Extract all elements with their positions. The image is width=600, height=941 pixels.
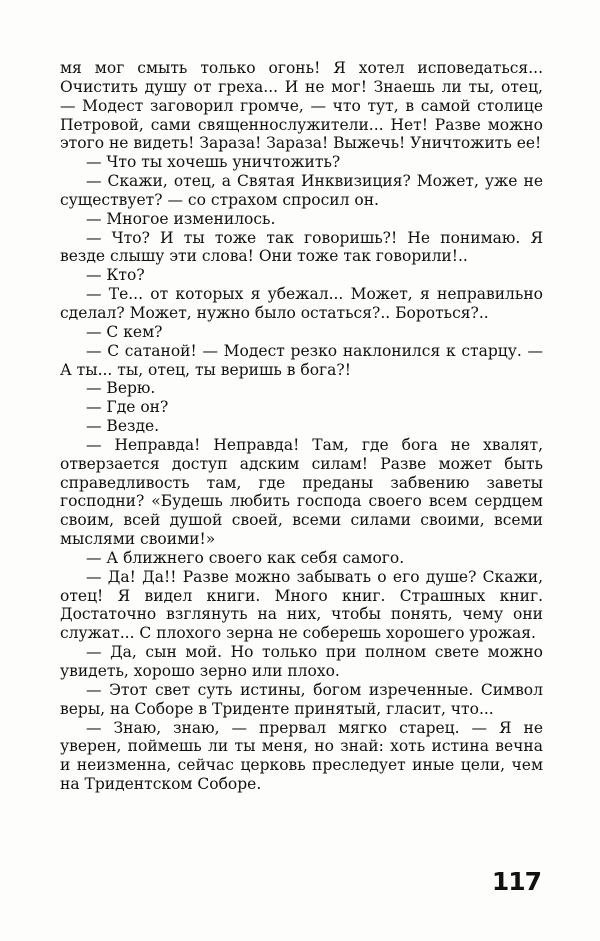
paragraph: — Да! Да!! Разве можно забывать о его душе? Скажи, отец! Я видел книги. Много книг. Страшных книг. Достаточно взглянуть на них, чтобы понять, чему они служат... С плохого зерна не соберешь хорошего урожая.: [60, 567, 543, 643]
paragraph: — Везде.: [86, 417, 160, 436]
paragraph: — Скажи, отец, а Святая Инквизиция? Может, уже не существует? — со страхом спросил он.: [60, 172, 543, 209]
paragraph: — Знаю, знаю, — прервал мягко старец. — Я не уверен, поймешь ли ты меня, но знай: хоть истина вечна и неизменна, сейчас церковь преследует иные цели, чем на Тридентском Соборе.: [60, 718, 543, 794]
page-text: [60, 59, 543, 794]
paragraph: мя мог смыть только огонь! Я хотел исповедаться... Очистить душу от греха... И не мог! Знаешь ли ты, отец, — Модест заговорил громче, — что тут, в самой столице Петровой, сами священнослужители... Нет! Разве можно этого не видеть! Зараза! Зараза! Выжечь! Уничтожить ее!: [60, 59, 543, 153]
paragraph: — Что ты хочешь уничтожить?: [86, 153, 341, 172]
paragraph: — Этот свет суть истины, богом изреченные. Символ веры, на Соборе в Триденте принятый, гласит, что...: [60, 680, 543, 718]
paragraph: — Те... от которых я убежал... Может, я неправильно сделал? Может, нужно было остаться?.. Бороться?..: [60, 285, 543, 322]
page-number: 117: [491, 867, 541, 896]
paragraph: — Неправда! Неправда! Там, где бога не хвалят, отверзается доступ адским силам! Разве может быть справедливость там, где преданы забвению заветы господни? «Будешь любить господа своего всем сердцем своим, всей душой своей, всеми силами своими, всеми мыслями своими!»: [60, 435, 543, 549]
paragraph: — Что? И ты тоже так говоришь?! Не понимаю. Я везде слышу эти слова! Они тоже так говорили!..: [60, 228, 543, 266]
paragraph: — Многое изменилось.: [86, 209, 276, 228]
paragraph: — С кем?: [86, 322, 163, 341]
paragraph: — А ближнего своего как себя самого.: [86, 548, 405, 567]
paragraph: — Верю.: [86, 379, 156, 398]
paragraph: — Где он?: [86, 398, 169, 417]
paragraph: — Кто?: [86, 266, 145, 285]
paragraph: — С сатаной! — Модест резко наклонился к старцу. — А ты... ты, отец, ты веришь в бога?!: [60, 341, 543, 379]
paragraph: — Да, сын мой. Но только при полном свете можно увидеть, хорошо зерно или плохо.: [60, 643, 543, 680]
